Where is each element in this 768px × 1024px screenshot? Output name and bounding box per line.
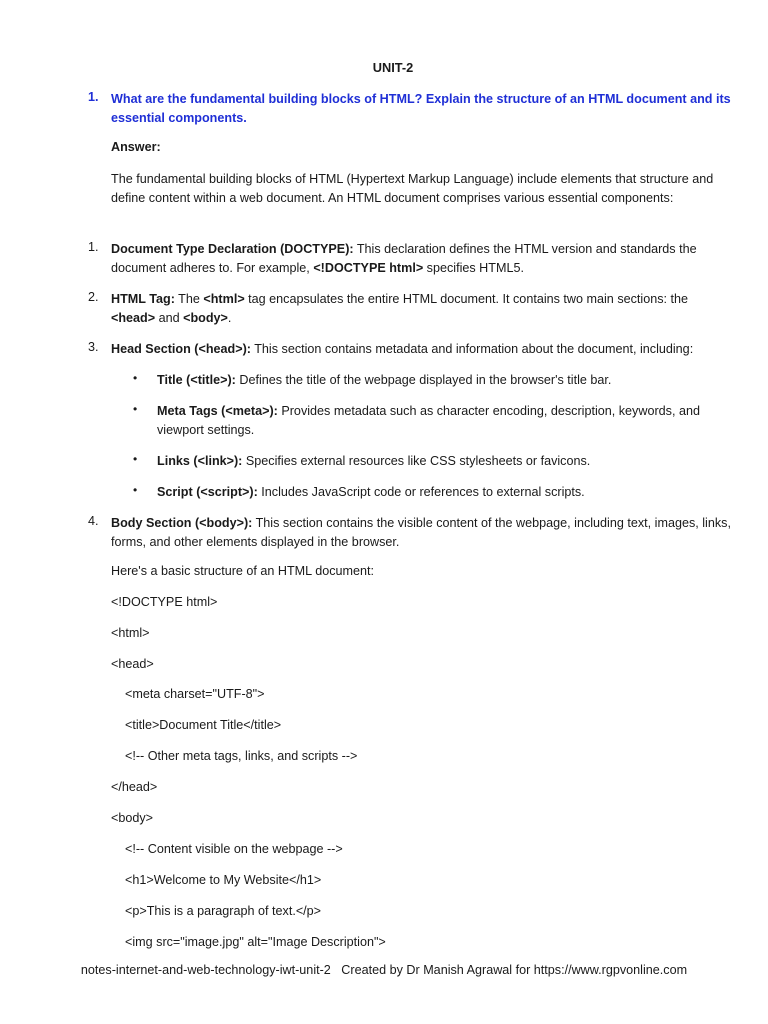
unit-title: UNIT-2 [372,60,414,75]
item-body: tag encapsulates the entire HTML document. It contains two main sections: the [244,292,689,306]
code-line: <title>Document Title</title> [125,718,282,732]
list-item [111,240,731,278]
bullet-title: Script (<script>): [157,485,258,499]
bullet-icon: • [133,483,138,497]
code-line: <!-- Other meta tags, links, and scripts --> [125,749,358,763]
bullet-item [157,371,737,390]
item-body: . [227,311,232,325]
code-line: <!DOCTYPE html> [111,595,218,609]
bullet-icon: • [133,452,138,466]
bullet-title: Links (<link>): [157,454,243,468]
item-number: 2. [88,290,99,304]
item-body: This section contains metadata and information about the document, including: [250,342,694,356]
bullet-icon: • [133,402,138,416]
bullet-body: Specifies external resources like CSS stylesheets or favicons. [242,454,591,468]
code-line: <body> [111,811,154,825]
item-title: Body Section (<body>): [111,516,253,530]
code-line: <img src="image.jpg" alt="Image Description"> [125,935,386,949]
item-number: 1. [88,240,99,254]
bullet-item [157,483,737,502]
question-text: What are the fundamental building blocks of HTML? Explain the structure of an HTML document and its essential components. [111,92,731,125]
item-body: This section contains the visible content of the webpage, including text, images, links, forms, and other elements displayed in the browser. [111,516,731,549]
bullet-body: Defines the title of the webpage displayed in the browser's title bar. [235,373,612,387]
bullet-body: Includes JavaScript code or references to external scripts. [257,485,585,499]
bullet-item [157,402,737,440]
item-code: <head> [111,311,156,325]
list-item [111,340,731,359]
item-code: <body> [183,311,228,325]
code-line: </head> [111,780,158,794]
bullet-item [157,452,737,471]
item-body: This declaration defines the HTML version and standards the document adheres to. For example, [111,242,697,275]
item-title: Document Type Declaration (DOCTYPE): [111,242,354,256]
item-code: <html> [203,292,245,306]
list-item [111,290,731,328]
intro-paragraph: The fundamental building blocks of HTML (Hypertext Markup Language) include elements that structure and define content within a web document. An HTML document comprises various essential components: [111,172,714,205]
page-footer: notes-internet-and-web-technology-iwt-unit-2 Created by Dr Manish Agrawal for https://www.rgpvonline.com [80,963,688,977]
bullet-body: Provides metadata such as character encoding, description, keywords, and viewport settings. [157,404,700,437]
item-number: 3. [88,340,99,354]
structure-intro: Here's a basic structure of an HTML document: [111,564,375,578]
code-line: <!-- Content visible on the webpage --> [125,842,343,856]
code-line: <meta charset="UTF-8"> [125,687,265,701]
code-line: <html> [111,626,150,640]
item-body: specifies HTML5. [423,261,524,275]
code-line: <head> [111,657,154,671]
question-number: 1. [88,90,99,104]
item-title: HTML Tag: [111,292,175,306]
list-item [111,514,731,552]
bullet-title: Meta Tags (<meta>): [157,404,278,418]
code-line: <h1>Welcome to My Website</h1> [125,873,322,887]
code-line: <p>This is a paragraph of text.</p> [125,904,322,918]
item-number: 4. [88,514,99,528]
item-body: The [174,292,204,306]
answer-label: Answer: [111,140,161,154]
item-code: <!DOCTYPE html> [313,261,424,275]
bullet-icon: • [133,371,138,385]
item-body: and [155,311,184,325]
bullet-title: Title (<title>): [157,373,236,387]
item-title: Head Section (<head>): [111,342,251,356]
